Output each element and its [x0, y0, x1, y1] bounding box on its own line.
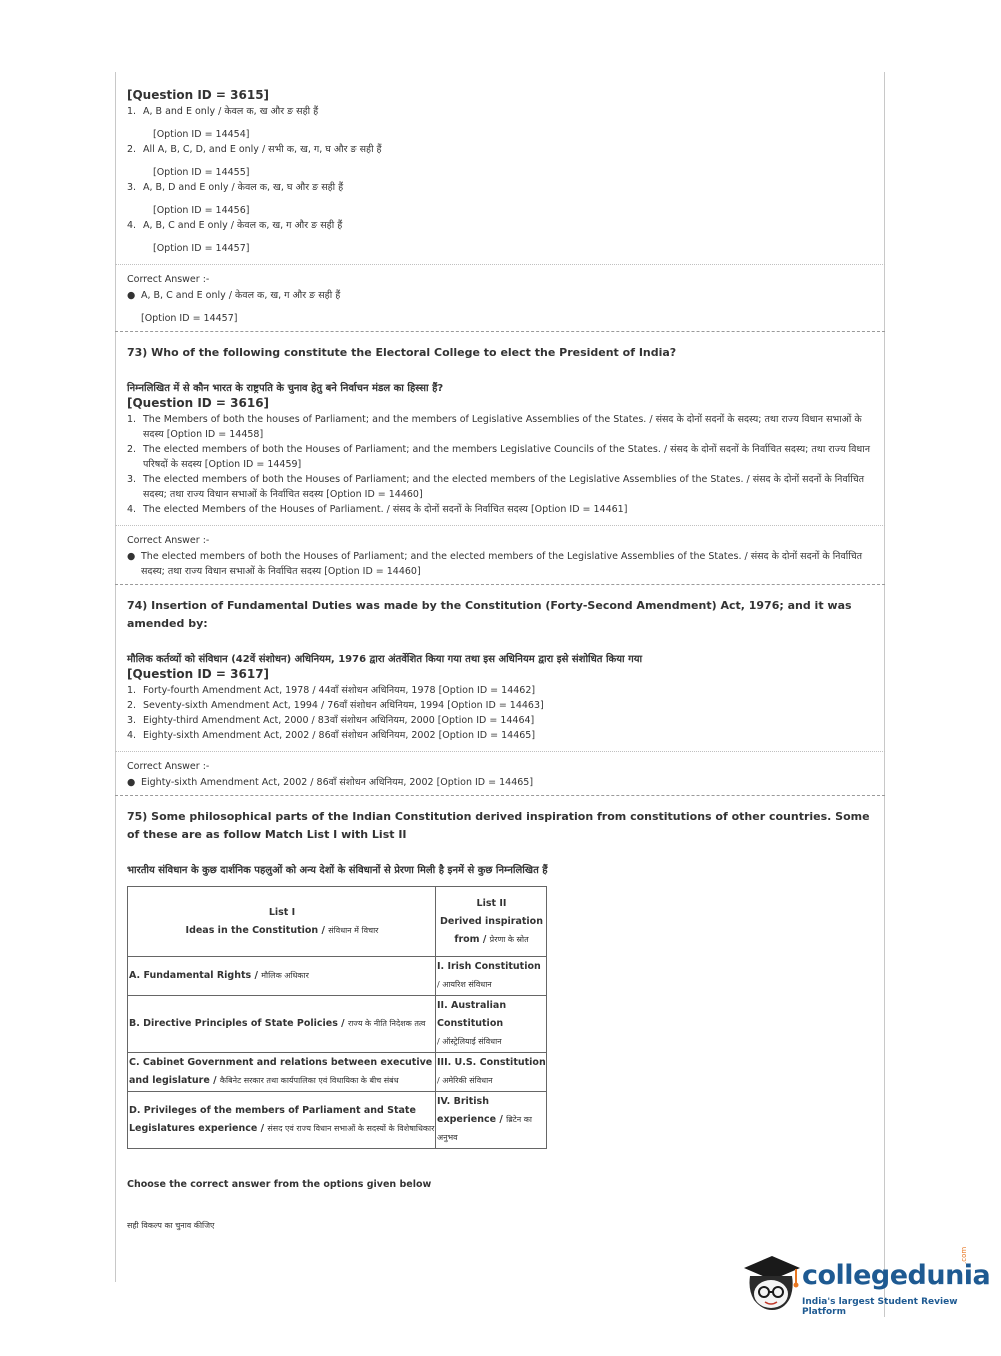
question-title: 74) Insertion of Fundamental Duties was made by the Constitution (Forty-Second Amendment) Act, 1976; and it was amended by: [127, 599, 852, 630]
option-item: 1. Forty-fourth Amendment Act, 1978 / 44वाँ संशोधन अधिनियम, 1978 [Option ID = 14462] [127, 685, 536, 696]
list-1-header: List I Ideas in the Constitution / संविधान में विचार [128, 887, 436, 957]
question-id: [Question ID = 3615] [127, 88, 270, 102]
correct-answer-label: Correct Answer :- [127, 761, 210, 772]
table-row [128, 996, 547, 1053]
option-item: 2. The elected members of both the Houses of Parliament; and the members Legislative Councils of the States. / संसद के दोनों सदनों के निर्वाचित सदस्य; तथा राज्य विधान परिषदों के सदस्य [Option ID = 14459] [127, 444, 870, 470]
list-2-header: List II Derived inspiration from / प्रेरणा के स्रोत [436, 887, 547, 957]
list-2-cell: III. U.S. Constitution / अमेरिकी संविधान [436, 1053, 547, 1092]
option-item: 3. The elected members of both the Houses of Parliament; and the elected members of the Legislative Assemblies of the States. / संसद के दोनों सदनों के निर्वाचित सदस्य; तथा राज्य विधान सभाओं के निर्वाचित सदस्य [Option ID = 14460] [127, 474, 865, 500]
question-73-block [115, 332, 885, 517]
match-table [127, 886, 547, 1149]
instruction-hindi: सही विकल्प का चुनाव कीजिए [127, 1221, 215, 1230]
question-75-block [115, 796, 885, 1231]
logo-com: .com [960, 1246, 968, 1264]
list-2-cell: I. Irish Constitution / आयरिश संविधान [436, 957, 547, 996]
list-1-cell: C. Cabinet Government and relations between executive and legislature / कैबिनेट सरकार तथा कार्यपालिका एवं विधायिका के बीच संबंध [128, 1053, 436, 1092]
correct-answer-block [115, 274, 885, 326]
question-hindi: भारतीय संविधान के कुछ दार्शनिक पहलुओं को अन्य देशों के संविधानों से प्रेरणा मिली है इनमें से कुछ निम्नलिखित हैं [127, 865, 548, 876]
correct-answer: ● Eighty-sixth Amendment Act, 2002 / 86वाँ संशोधन अधिनियम, 2002 [Option ID = 14465] [127, 777, 534, 788]
correct-answer-label: Correct Answer :- [127, 274, 210, 285]
question-id: [Question ID = 3617] [127, 667, 270, 681]
table-row [128, 957, 547, 996]
option-item: 2. All A, B, C, D, and E only / सभी क, ख, ग, घ और ङ सही हैं [127, 144, 382, 155]
graduate-mascot-icon [740, 1250, 802, 1316]
divider [115, 525, 885, 526]
divider [115, 751, 885, 752]
option-id: [Option ID = 14457] [141, 313, 238, 324]
option-item: 3. A, B, D and E only / केवल क, ख, घ और ङ सही हैं [127, 182, 344, 193]
correct-answer: ● The elected members of both the Houses of Parliament; and the elected members of the Legislative Assemblies of the States. / संसद के दोनों सदनों के निर्वाचित सदस्य; तथा राज्य विधान सभाओं के निर्वाचित सदस्य [Option ID = 14460] [127, 551, 863, 577]
question-72-block [115, 88, 885, 256]
question-id: [Question ID = 3616] [127, 396, 270, 410]
question-hindi: निम्नलिखित में से कौन भारत के राष्ट्रपति के चुनाव हेतु बने निर्वाचन मंडल का हिस्सा हैं? [127, 383, 444, 394]
option-item: 2. Seventy-sixth Amendment Act, 1994 / 76वाँ संशोधन अधिनियम, 1994 [Option ID = 14463] [127, 700, 544, 711]
bullet-icon: ● [127, 777, 136, 788]
bullet-icon: ● [127, 551, 136, 562]
option-item: 1. A, B and E only / केवल क, ख और ङ सही हैं [127, 106, 319, 117]
collegedunia-logo [740, 1246, 991, 1320]
bullet-icon: ● [127, 290, 136, 301]
logo-tagline: India's largest Student Review Platform [802, 1297, 958, 1317]
correct-answer-label: Correct Answer :- [127, 535, 210, 546]
question-title: 75) Some philosophical parts of the Indian Constitution derived inspiration from constitutions of other countries. Some of these are as follow Match List I with List II [127, 810, 870, 841]
question-title: 73) Who of the following constitute the Electoral College to elect the President of India? [127, 346, 677, 359]
divider [115, 264, 885, 265]
correct-answer: ● A, B, C and E only / केवल क, ख, ग और ङ सही हैं [127, 290, 341, 301]
question-paper [115, 86, 885, 1231]
list-1-cell: D. Privileges of the members of Parliament and State Legislatures experience / संसद एवं राज्य विधान सभाओं के सदस्यों के विशेषाधिकार [128, 1092, 436, 1149]
question-74-block [115, 585, 885, 743]
table-row [128, 1092, 547, 1149]
correct-answer-block [115, 535, 885, 579]
list-2-cell: IV. British experience / ब्रिटेन का अनुभव [436, 1092, 547, 1149]
option-item: 4. Eighty-sixth Amendment Act, 2002 / 86वाँ संशोधन अधिनियम, 2002 [Option ID = 14465] [127, 730, 536, 741]
table-header-row [128, 887, 547, 957]
list-1-cell: A. Fundamental Rights / मौलिक अधिकार [128, 957, 436, 996]
question-hindi: मौलिक कर्तव्यों को संविधान (42वें संशोधन) अधिनियम, 1976 द्वारा अंतर्वेशित किया गया तथा इस अधिनियम द्वारा इसे संशोधित किया गया [127, 654, 643, 665]
list-1-cell: B. Directive Principles of State Policies / राज्य के नीति निदेशक तत्व [128, 996, 436, 1053]
option-item: 4. A, B, C and E only / केवल क, ख, ग और ङ सही हैं [127, 220, 343, 231]
option-id: [Option ID = 14455] [153, 167, 250, 178]
option-item: 3. Eighty-third Amendment Act, 2000 / 83वाँ संशोधन अधिनियम, 2000 [Option ID = 14464] [127, 715, 535, 726]
option-item: 4. The elected Members of the Houses of Parliament. / संसद के दोनों सदनों के निर्वाचित सदस्य [Option ID = 14461] [127, 504, 628, 515]
list-2-cell: II. Australian Constitution / ऑस्ट्रेलियाई संविधान [436, 996, 547, 1053]
instruction-text: Choose the correct answer from the options given below [127, 1179, 432, 1190]
correct-answer-block [115, 761, 885, 790]
option-id: [Option ID = 14456] [153, 205, 250, 216]
logo-wordmark: collegedunia [802, 1260, 991, 1291]
option-id: [Option ID = 14457] [153, 243, 250, 254]
table-row [128, 1053, 547, 1092]
option-id: [Option ID = 14454] [153, 129, 250, 140]
option-item: 1. The Members of both the houses of Parliament; and the members of Legislative Assemblies of the States. / संसद के दोनों सदनों के सदस्य; तथा राज्य विधान सभाओं के सदस्य [Option ID = 14458] [127, 414, 862, 440]
